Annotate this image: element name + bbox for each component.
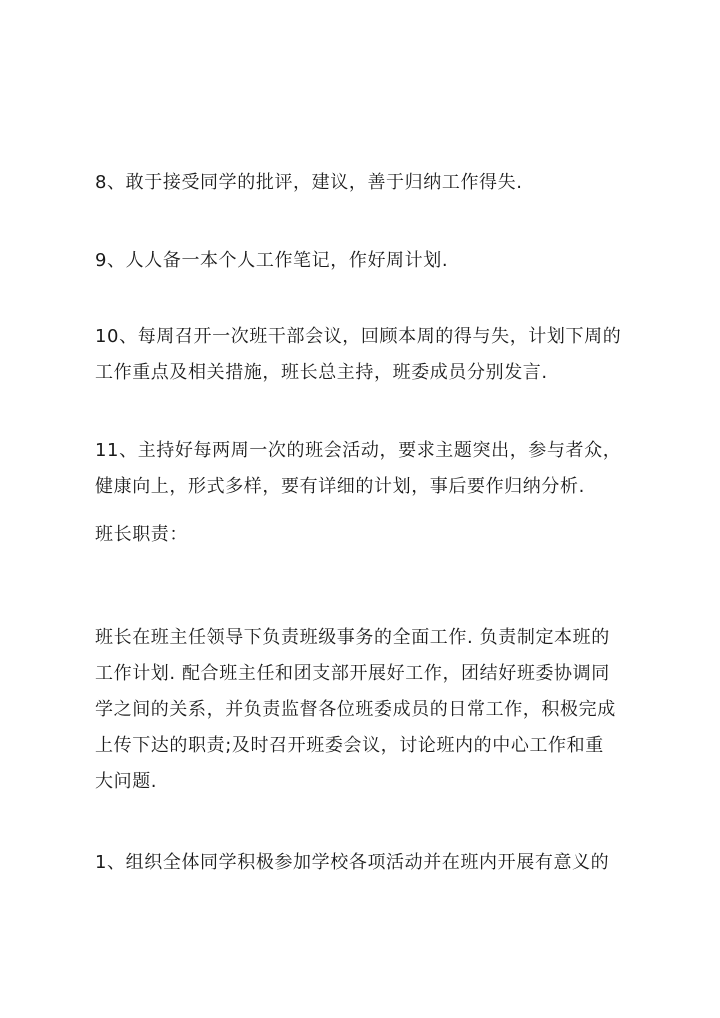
text-line: 工作重点及相关措施，班长总主持，班委成员分别发言. (95, 362, 548, 383)
paragraph-item-9 (95, 243, 640, 279)
paragraph-item-8 (95, 165, 640, 201)
text-line: 工作计划. 配合班主任和团支部开展好工作，团结好班委协调同 (95, 663, 610, 684)
text-line: 班长在班主任领导下负责班级事务的全面工作. 负责制定本班的 (95, 627, 610, 648)
text-line: 上传下达的职责;及时召开班委会议，讨论班内的中心工作和重 (95, 735, 604, 756)
text-line: 11、主持好每两周一次的班会活动，要求主题突出，参与者众， (95, 440, 622, 461)
text-line: 8、敢于接受同学的批评，建议，善于归纳工作得失. (95, 172, 523, 193)
text-line: 9、人人备一本个人工作笔记，作好周计划. (95, 250, 449, 271)
section-heading-monitor-duties (95, 517, 640, 553)
text-line: 健康向上，形式多样，要有详细的计划，事后要作归纳分析. (95, 476, 585, 497)
text-line: 学之间的关系，并负责监督各位班委成员的日常工作，积极完成 (95, 699, 616, 720)
text-line: 大问题. (95, 771, 158, 792)
text-line: 10、每周召开一次班干部会议，回顾本周的得与失，计划下周的 (95, 326, 622, 347)
paragraph-item-11 (95, 433, 640, 505)
paragraph-monitor-description (95, 620, 640, 800)
paragraph-item-10 (95, 319, 640, 391)
text-line: 1、组织全体同学积极参加学校各项活动并在班内开展有意义的 (95, 852, 610, 873)
text-line: 班长职责： (95, 524, 188, 545)
paragraph-item-1 (95, 845, 640, 881)
